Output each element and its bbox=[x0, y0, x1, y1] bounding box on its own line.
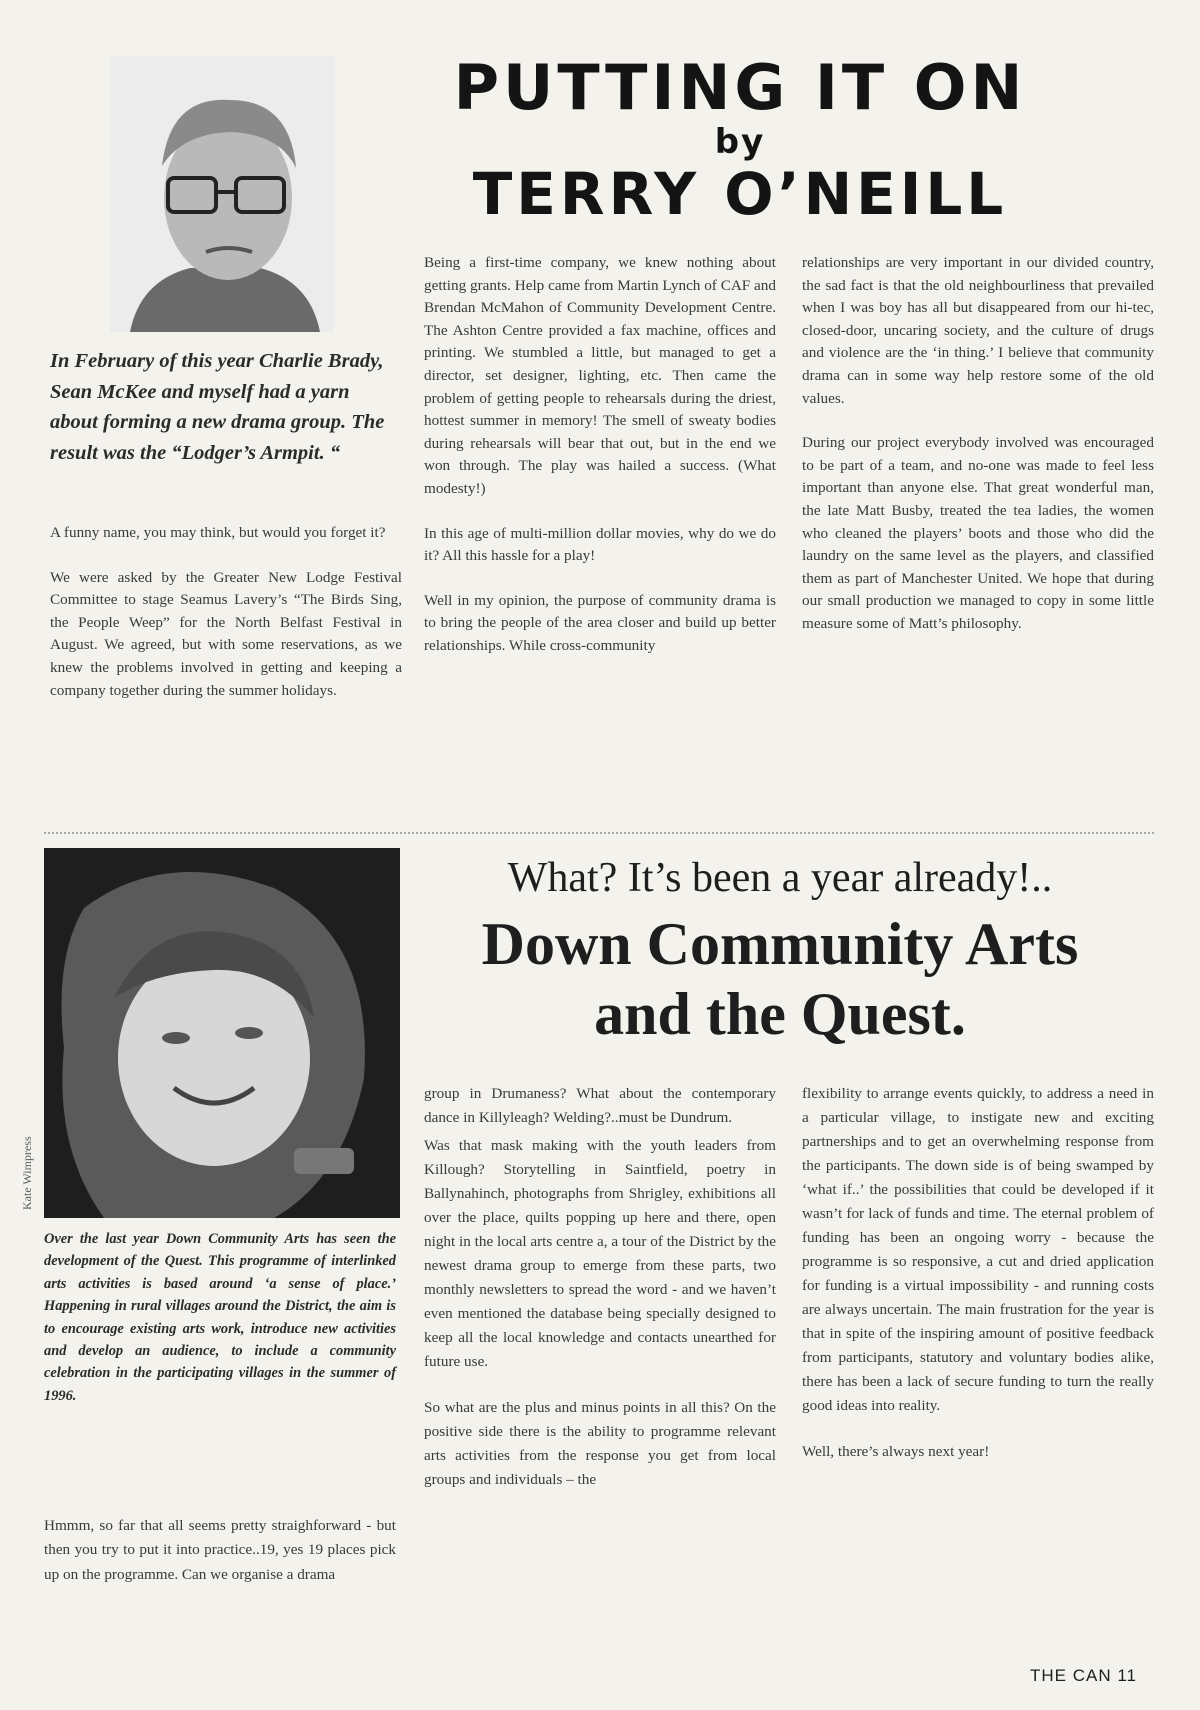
paragraph: Well, there’s always next year! bbox=[802, 1443, 990, 1460]
byline-by: by bbox=[714, 122, 766, 162]
paragraph: Well in my opinion, the purpose of community drama is to bring the people of the area closer and build up better relationships. While cross-community bbox=[424, 591, 776, 654]
paragraph: flexibility to arrange events quickly, to address a need in a particular village, to instigate new and exciting partnerships and to get an overwhelming response from the participants. The down side is of being swamped by ‘what if..’ the possibilities that could be developed if it wasn’t for lack of funds and time. The eternal problem of funding has been an ongoing worry - because the programme is so responsive, a cut and dried application for funding is a virtual impossibility - and running costs are always uncertain. The main frustration for the year is that in spite of the inspiring amount of positive feedback from participants, statutory and voluntary bodies alike, there has been a lack of secure funding to turn the really good ideas into reality. bbox=[802, 1085, 1154, 1414]
article2-column-2 bbox=[424, 1082, 776, 1514]
section-divider bbox=[44, 832, 1154, 834]
article2-intro: Over the last year Down Community Arts has seen the development of the Quest. This programme of interlinked arts activities is based around ‘a sense of place.’ Happening in rural villages around the District, the aim is to encourage existing arts work, introduce new activities and develop an audience, to include a community celebration in the participating villages in the summer of 1996. bbox=[44, 1231, 396, 1404]
paragraph: A funny name, you may think, but would you forget it? bbox=[50, 524, 386, 541]
paragraph: We were asked by the Greater New Lodge Festival Committee to stage Seamus Lavery’s “The Birds Sing, the People Weep” for the North Belfast Festival in August. We agreed, but with some reservations, as we knew the problems involved in getting and keeping a company together during the summer holidays. bbox=[50, 568, 402, 699]
paragraph: Was that mask making with the youth leaders from Killough? Storytelling in Saintfield, poetry in Ballynahinch, photographs from Shrigley, exhibitions all over the place, quilts popping up here and there, open night in the local arts centre a, a tour of the District by the newest drama group to emerge from these parts, two monthly newsletters to spread the word - and we haven’t even mentioned the database being specially designed to keep all the local knowledge and contacts unearthed for future use. bbox=[424, 1137, 776, 1370]
article2-title-line-2: and the Quest. bbox=[594, 981, 966, 1047]
portrait-woman-image bbox=[44, 848, 400, 1218]
paragraph: group in Drumaness? What about the contemporary dance in Killyleagh? Welding?..must be Dundrum. bbox=[424, 1085, 776, 1126]
paragraph: So what are the plus and minus points in all this? On the positive side there is the ability to programme relevant arts activities from the response you get from local groups and individuals – the bbox=[424, 1399, 776, 1488]
article2-column-1 bbox=[44, 1514, 396, 1609]
paragraph: Hmmm, so far that all seems pretty straighforward - but then you try to put it into practice..19, yes 19 places pick up on the programme. Can we organise a drama bbox=[44, 1517, 396, 1583]
paragraph: relationships are very important in our divided country, the sad fact is that the old neighbourliness that prevailed when I was boy has all but disappeared from our hi-tec, closed-door, uncaring society, and the culture of drugs and violence are the ‘in thing.’ I believe that community drama can in some way help restore some of the old values. bbox=[802, 254, 1154, 407]
article-title: PUTTING IT ON bbox=[453, 51, 1027, 124]
byline-author: TERRY O’NEILL bbox=[472, 160, 1008, 228]
article1-column-1 bbox=[50, 522, 402, 724]
feature-photo bbox=[44, 848, 400, 1218]
page-footer: THE CAN 11 bbox=[1030, 1666, 1137, 1685]
article2-kicker: What? It’s been a year already!.. bbox=[507, 855, 1053, 901]
article1-column-2 bbox=[424, 252, 776, 680]
article-intro: In February of this year Charlie Brady, Sean McKee and myself had a yarn about forming a new drama group. The result was the “Lodger’s Armpit. “ bbox=[50, 350, 385, 464]
article1-column-3 bbox=[802, 252, 1154, 658]
author-photo bbox=[110, 56, 334, 332]
article2-title-line-1: Down Community Arts bbox=[481, 911, 1079, 977]
paragraph: Being a first-time company, we knew nothing about getting grants. Help came from Martin Lynch of CAF and Brendan McMahon of Community Development Centre. The Ashton Centre provided a fax machine, offices and printing. We stumbled a little, but managed to get a director, set designer, lighting, etc. Then came the problem of getting people to rehearsals during the driest, hottest summer in memory! The smell of sweaty bodies during rehearsals will bear that out, but in the end we won through. The play was hailed a success. (What modesty!) bbox=[424, 254, 776, 497]
portrait-man-image bbox=[110, 56, 334, 332]
paragraph: During our project everybody involved was encouraged to be part of a team, and no-one was made to feel less important than anyone else. That great wonderful man, the late Matt Busby, treated the tea ladies, the women who cleaned the players’ boots and those who did the laundry on the same level as the players, and classified them as part of Manchester United. We hope that during our small production we managed to copy in some little measure some of Matt’s philosophy. bbox=[802, 434, 1154, 632]
paragraph: In this age of multi-million dollar movies, why do we do it? All this hassle for a play! bbox=[424, 524, 776, 565]
article2-column-3 bbox=[802, 1082, 1154, 1486]
photo-credit: Kate Wimpress bbox=[20, 1136, 34, 1210]
